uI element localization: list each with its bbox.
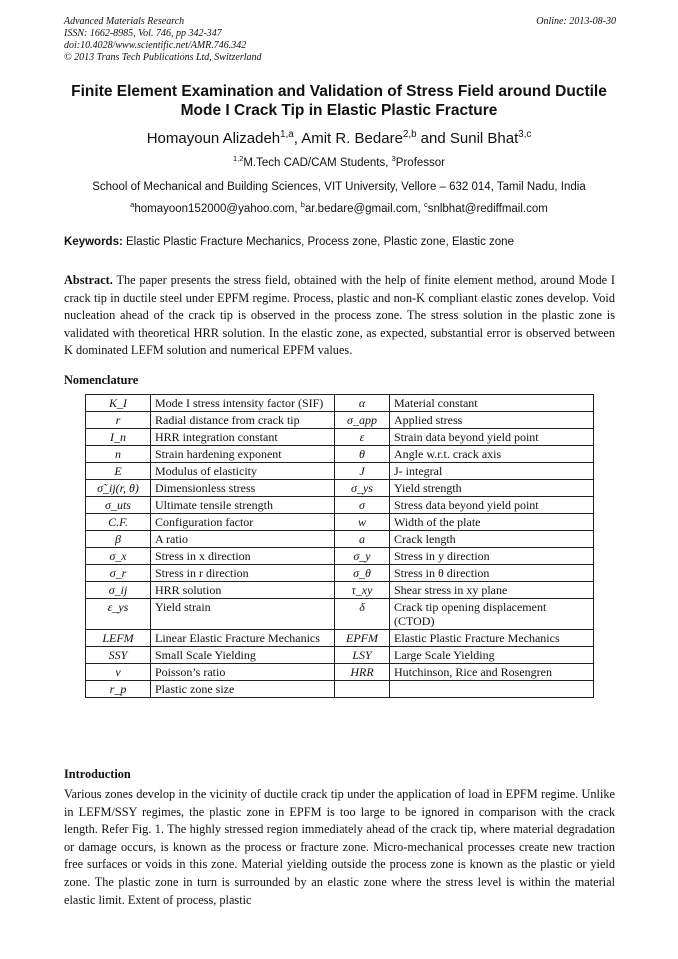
- author-3: Sunil Bhat: [449, 130, 519, 147]
- keywords-text: Elastic Plastic Fracture Mechanics, Process zone, Plastic zone, Elastic zone: [126, 236, 514, 248]
- symbol-cell: τ_xy: [335, 582, 390, 599]
- nomenclature-row: [86, 497, 594, 514]
- description-cell: [390, 681, 594, 698]
- symbol-cell: LEFM: [86, 630, 151, 647]
- symbol-cell: [335, 681, 390, 698]
- description-cell: Yield strength: [390, 480, 594, 497]
- symbol-cell: HRR: [335, 664, 390, 681]
- author-roles: [30, 156, 648, 170]
- nomenclature-row: [86, 582, 594, 599]
- symbol-cell: ε_ys: [86, 599, 151, 630]
- description-cell: Stress in y direction: [390, 548, 594, 565]
- symbol-cell: σ_y: [335, 548, 390, 565]
- symbol-cell: SSY: [86, 647, 151, 664]
- nomenclature-row: [86, 480, 594, 497]
- nomenclature-row: [86, 446, 594, 463]
- description-cell: Modulus of elasticity: [151, 463, 335, 480]
- description-cell: Plastic zone size: [151, 681, 335, 698]
- symbol-cell: ε: [335, 429, 390, 446]
- keywords-label: Keywords:: [64, 236, 123, 248]
- author-2-sup: 2,b: [402, 129, 417, 140]
- school-affiliation: School of Mechanical and Building Sciences, VIT University, Vellore – 632 014, Tamil Nadu, India: [92, 181, 586, 193]
- description-cell: Crack tip opening displacement (CTOD): [390, 599, 594, 630]
- description-cell: Stress data beyond yield point: [390, 497, 594, 514]
- symbol-cell: a: [335, 531, 390, 548]
- description-cell: Stress in θ direction: [390, 565, 594, 582]
- journal-header: [64, 16, 616, 64]
- nomenclature-row: [86, 463, 594, 480]
- description-cell: Stress in r direction: [151, 565, 335, 582]
- symbol-cell: β: [86, 531, 151, 548]
- abstract-text: The paper presents the stress field, obtained with the help of finite element method, around Mode I crack tip in ductile steel under EPFM regime. Process, plastic and non-K compliant elastic zones develop. Void nucleation ahead of the crack tip is observed in the process zone. The stress solution in the plastic zone is validated with theoretical HRR solution. In the elastic zone, as expected, substantial error is observed between K dominated LEFM solution and numerical EPFM values.: [64, 273, 615, 358]
- symbol-cell: EPFM: [335, 630, 390, 647]
- role-sup-2: 3: [391, 154, 396, 164]
- nomenclature-row: [86, 395, 594, 412]
- abstract-label: Abstract.: [64, 273, 113, 287]
- nomenclature-row: [86, 647, 594, 664]
- description-cell: J- integral: [390, 463, 594, 480]
- description-cell: Poisson’s ratio: [151, 664, 335, 681]
- description-cell: HRR solution: [151, 582, 335, 599]
- role-2: Professor: [395, 157, 446, 169]
- symbol-cell: σ_uts: [86, 497, 151, 514]
- nomenclature-row: [86, 412, 594, 429]
- description-cell: Small Scale Yielding: [151, 647, 335, 664]
- description-cell: Large Scale Yielding: [390, 647, 594, 664]
- introduction-text: Various zones develop in the vicinity of ductile crack tip under the application of load in EPFM regime. Unlike in LEFM/SSY regimes, the plastic zone in EPFM is too large to be ignored in comparison with the crack length. Refer Fig. 1. The highly stressed region immediately ahead of the crack tip, where material degradation or damage occurs, is known as the process or fracture zone. Micro-mechanical processes create new traction free surfaces or voids in this zone. Material yielding outside the process zone is known as the plastic or yield zone. The plastic zone in turn is surrounded by an elastic zone where the stress level is within the material elastic limit. Extent of process, plastic: [64, 787, 615, 907]
- abstract: [64, 272, 615, 360]
- copyright-line: © 2013 Trans Tech Publications Ltd, Switzerland: [64, 52, 262, 63]
- nomenclature-row: [86, 531, 594, 548]
- keywords: [64, 236, 624, 248]
- email-sup-c: c: [423, 200, 428, 210]
- nomenclature-row: [86, 565, 594, 582]
- email-sup-a: a: [130, 200, 135, 210]
- email-line: [30, 202, 648, 216]
- author-1: Homayoun Alizadeh: [146, 130, 281, 147]
- nomenclature-row: [86, 599, 594, 630]
- email-b: ar.bedare@gmail.com,: [304, 203, 421, 215]
- description-cell: Mode I stress intensity factor (SIF): [151, 395, 335, 412]
- nomenclature-row: [86, 548, 594, 565]
- symbol-cell: r_p: [86, 681, 151, 698]
- symbol-cell: σ_ys: [335, 480, 390, 497]
- description-cell: Linear Elastic Fracture Mechanics: [151, 630, 335, 647]
- description-cell: Yield strain: [151, 599, 335, 630]
- symbol-cell: v: [86, 664, 151, 681]
- role-1: M.Tech CAD/CAM Students,: [243, 157, 389, 169]
- title-line-2: Mode I Crack Tip in Elastic Plastic Fracture: [180, 102, 498, 119]
- role-sup-1: 1,2: [232, 154, 244, 164]
- description-cell: Strain data beyond yield point: [390, 429, 594, 446]
- description-cell: Material constant: [390, 395, 594, 412]
- description-cell: Elastic Plastic Fracture Mechanics: [390, 630, 594, 647]
- nomenclature-row: [86, 630, 594, 647]
- description-cell: Angle w.r.t. crack axis: [390, 446, 594, 463]
- description-cell: HRR integration constant: [151, 429, 335, 446]
- description-cell: Ultimate tensile strength: [151, 497, 335, 514]
- description-cell: Configuration factor: [151, 514, 335, 531]
- author-conjunction: and: [420, 130, 446, 147]
- symbol-cell: α: [335, 395, 390, 412]
- symbol-cell: C.F.: [86, 514, 151, 531]
- email-c: snlbhat@rediffmail.com: [427, 203, 548, 215]
- description-cell: A ratio: [151, 531, 335, 548]
- author-3-sup: 3,c: [518, 129, 532, 140]
- online-date: Online: 2013-08-30: [536, 16, 616, 27]
- symbol-cell: K_I: [86, 395, 151, 412]
- author-1-sup: 1,a: [280, 129, 294, 140]
- symbol-cell: σ_app: [335, 412, 390, 429]
- email-sup-b: b: [300, 200, 305, 210]
- description-cell: Width of the plate: [390, 514, 594, 531]
- description-cell: Shear stress in xy plane: [390, 582, 594, 599]
- journal-name: Advanced Materials Research: [64, 16, 185, 27]
- description-cell: Stress in x direction: [151, 548, 335, 565]
- nomenclature-heading: Nomenclature: [64, 373, 139, 387]
- issn-line: ISSN: 1662-8985, Vol. 746, pp 342-347: [64, 28, 222, 39]
- nomenclature-row: [86, 681, 594, 698]
- doi-line: doi:10.4028/www.scientific.net/AMR.746.342: [64, 40, 247, 51]
- symbol-cell: E: [86, 463, 151, 480]
- nomenclature-row: [86, 664, 594, 681]
- description-cell: Crack length: [390, 531, 594, 548]
- symbol-cell: σ_x: [86, 548, 151, 565]
- symbol-cell: σ_r: [86, 565, 151, 582]
- description-cell: Strain hardening exponent: [151, 446, 335, 463]
- paper-title: [40, 82, 638, 120]
- symbol-cell: J: [335, 463, 390, 480]
- symbol-cell: I_n: [86, 429, 151, 446]
- description-cell: Applied stress: [390, 412, 594, 429]
- symbol-cell: LSY: [335, 647, 390, 664]
- symbol-cell: n: [86, 446, 151, 463]
- symbol-cell: w: [335, 514, 390, 531]
- symbol-cell: θ: [335, 446, 390, 463]
- description-cell: Dimensionless stress: [151, 480, 335, 497]
- symbol-cell: σ_ij: [86, 582, 151, 599]
- symbol-cell: σ_θ: [335, 565, 390, 582]
- symbol-cell: σ̃_ij(r, θ): [86, 480, 151, 497]
- nomenclature-row: [86, 514, 594, 531]
- title-line-1: Finite Element Examination and Validation of Stress Field around Ductile: [71, 83, 607, 100]
- author-2: Amit R. Bedare: [301, 130, 403, 147]
- symbol-cell: σ: [335, 497, 390, 514]
- description-cell: Hutchinson, Rice and Rosengren: [390, 664, 594, 681]
- nomenclature-table: [85, 394, 594, 698]
- symbol-cell: r: [86, 412, 151, 429]
- author-list: Homayoun Alizadeh$^{1,a}$, Amit R. Bedare$^{2,b}$ and Sunil Bhat$^{3,c}$: [146, 129, 532, 147]
- symbol-cell: δ: [335, 599, 390, 630]
- email-a: homayoon152000@yahoo.com,: [134, 203, 298, 215]
- nomenclature-row: [86, 429, 594, 446]
- introduction-heading: Introduction: [64, 767, 131, 781]
- description-cell: Radial distance from crack tip: [151, 412, 335, 429]
